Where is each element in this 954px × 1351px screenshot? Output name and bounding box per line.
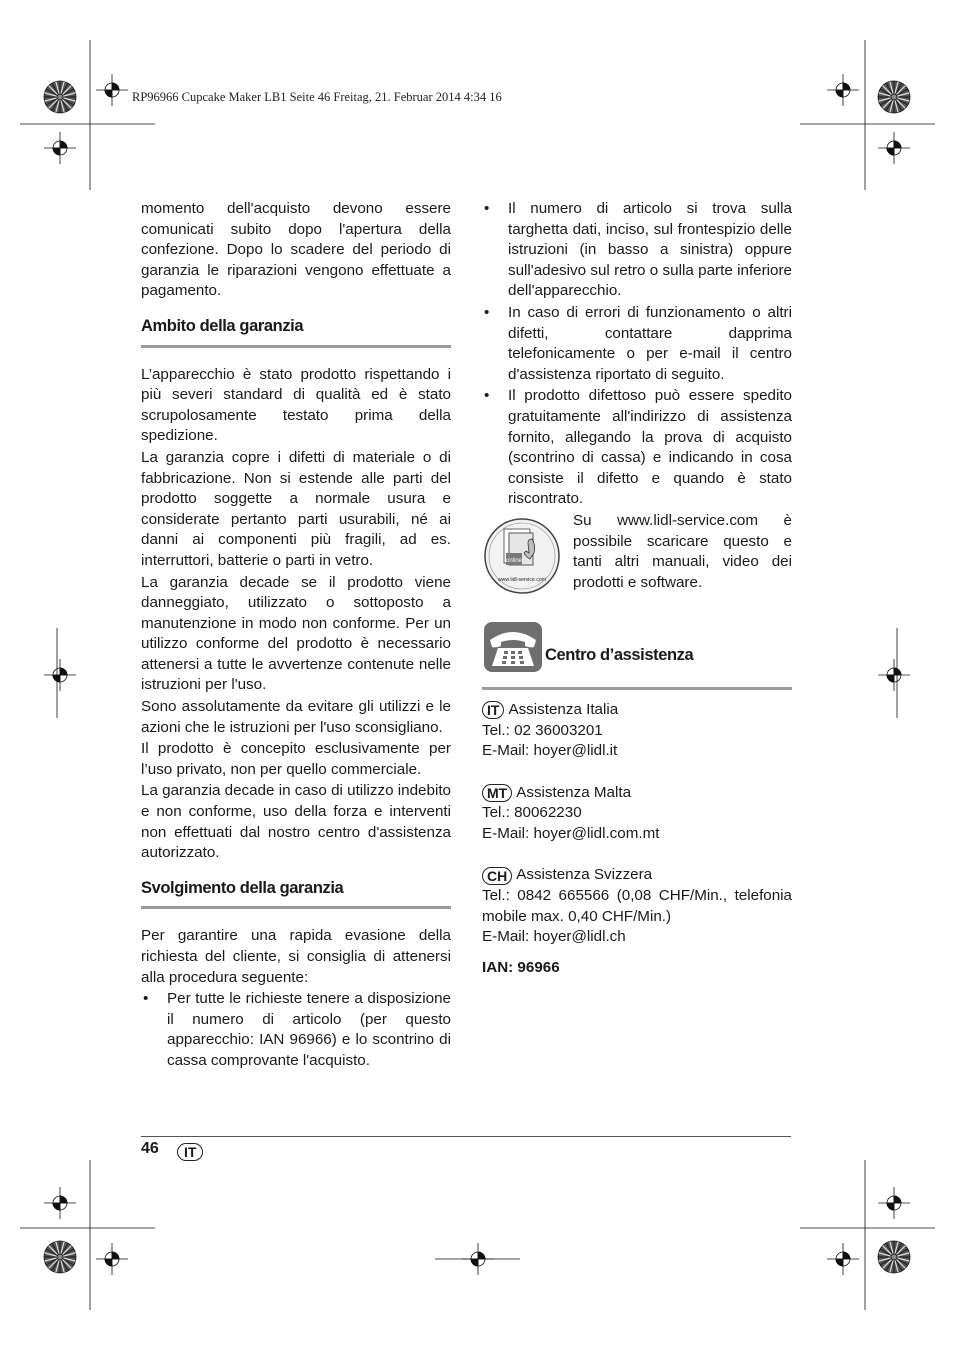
country-badge: MT: [482, 784, 512, 802]
color-wheel-icon: [878, 1241, 910, 1273]
contact-tel: Tel.: 02 36003201: [482, 721, 603, 739]
registration-mark-icon: [44, 132, 76, 164]
left-column: [141, 199, 451, 1073]
contact-malta: [482, 783, 792, 845]
ian-number: IAN: 96966: [482, 958, 560, 976]
intro-paragraph: momento dell'acquisto devono essere comunicati subito dopo l'apertura della confezione. Dopo lo scadere del periodo di garanzia le riparazioni vengono effettuate a pagamento.: [141, 200, 451, 300]
registration-mark-icon: [44, 1187, 76, 1219]
svolgimento-list: [141, 989, 451, 1071]
lidl-url-in-logo: www.lidl-service.com: [497, 576, 547, 583]
contact-italia: [482, 700, 792, 762]
ambito-paragraph: La garanzia decade se il prodotto viene danneggiato, utilizzato o sottoposto a manutenzione in modo non conforme. Per un utilizzo conforme del prodotto è necessario attenersi a tutte le avvertenze contenute nelle istruzioni per l'uso.: [141, 573, 451, 694]
right-column: [482, 199, 792, 978]
color-wheel-icon: [44, 81, 76, 113]
registration-mark-icon: [96, 1243, 128, 1275]
contact-name: Assistenza Malta: [516, 783, 632, 801]
ambito-paragraph: Il prodotto è concepito esclusivamente per l’uso privato, non per quello commerciale.: [141, 740, 451, 778]
centro-assistenza-header: [482, 627, 792, 690]
contact-name: Assistenza Italia: [508, 700, 619, 718]
centro-heading: Centro d’assistenza: [545, 645, 694, 664]
ambito-paragraph: L’apparecchio è stato prodotto rispettando i più severi standard di qualità ed è stato scrupolosamente testato prima della spedizione.: [141, 365, 451, 445]
contact-svizzera: [482, 865, 792, 947]
color-wheel-icon: [878, 81, 910, 113]
color-wheel-icon: [44, 1241, 76, 1273]
contact-tel: Tel.: 0842 665566 (0,08 CHF/Min., telefonia mobile max. 0,40 CHF/Min.): [482, 887, 792, 925]
svolgimento-heading: Svolgimento della garanzia: [141, 878, 451, 910]
phone-icon: [484, 622, 542, 672]
contact-name: Assistenza Svizzera: [516, 866, 653, 884]
lidl-service-text: Su www.lidl-service.com è possibile scaricare questo e tanti altri manuali, video dei prodotti e software.: [573, 511, 792, 591]
contact-email: E-Mail: hoyer@lidl.com.mt: [482, 824, 660, 842]
registration-mark-icon: [878, 659, 910, 691]
ambito-paragraph: La garanzia copre i difetti di materiale o di fabbricazione. Non si estende alle parti del prodotto soggette a normale usura e considerate pertanto parti usurabili, né ai danni ai componenti più fragili, ad es. interruttori, batterie o parti in vetro.: [141, 448, 451, 569]
registration-mark-icon: [827, 74, 859, 106]
contact-email: E-Mail: hoyer@lidl.ch: [482, 928, 626, 946]
list-item: • In caso di errori di funzionamento o altri difetti, contattare dapprima telefonicamente o per e-mail il centro d'assistenza riportato di seguito.: [482, 303, 792, 385]
svolgimento-intro: Per garantire una rapida evasione della richiesta del cliente, si consiglia di attenersi alla procedura seguente:: [141, 927, 451, 986]
country-badge: IT: [482, 701, 504, 719]
registration-mark-icon: [878, 1187, 910, 1219]
registration-mark-icon: [96, 74, 128, 106]
registration-mark-icon: [44, 659, 76, 691]
contact-tel: Tel.: 80062230: [482, 804, 582, 822]
registration-mark-icon: [827, 1243, 859, 1275]
country-badge: CH: [482, 867, 512, 885]
list-item: • Il prodotto difettoso può essere spedito gratuitamente all'indirizzo di assistenza fornito, allegando la prova di acquisto (scontrino di cassa) e indicando in cosa consiste il difetto e quando è stato riscontrato.: [482, 386, 792, 510]
language-badge: IT: [177, 1143, 203, 1161]
list-item: • Per tutte le richieste tenere a disposizione il numero di articolo (per questo apparecchio: IAN 96966) e lo scontrino di cassa comprovante l'acquisto.: [141, 989, 451, 1071]
lidl-service-logo: [482, 517, 562, 595]
contact-list: [482, 700, 792, 979]
ambito-paragraph: Sono assolutamente da evitare gli utilizzi e le azioni che le istruzioni per l'uso sconsigliano.: [141, 698, 451, 736]
contact-email: E-Mail: hoyer@lidl.it: [482, 742, 618, 760]
ambito-heading: Ambito della garanzia: [141, 316, 451, 348]
list-item: • Il numero di articolo si trova sulla targhetta dati, inciso, sul frontespizio delle istruzioni (in basso a sinistra) oppure sull'adesivo sul retro o sulla parte inferiore dell'apparecchio.: [482, 199, 792, 302]
online-badge: online: [505, 557, 523, 564]
lidl-service-box: [482, 511, 792, 593]
registration-mark-icon: [878, 132, 910, 164]
ambito-paragraph: La garanzia decade in caso di utilizzo indebito e non conforme, uso della forza e interventi non effettuati dal nostro centro d'assistenza autorizzato.: [141, 782, 451, 862]
page-number: 46: [141, 1140, 159, 1157]
procedure-list: [482, 199, 792, 510]
print-header: RP96966 Cupcake Maker LB1 Seite 46 Freitag, 21. Februar 2014 4:34 16: [132, 90, 502, 104]
footer-rule: [141, 1136, 791, 1137]
